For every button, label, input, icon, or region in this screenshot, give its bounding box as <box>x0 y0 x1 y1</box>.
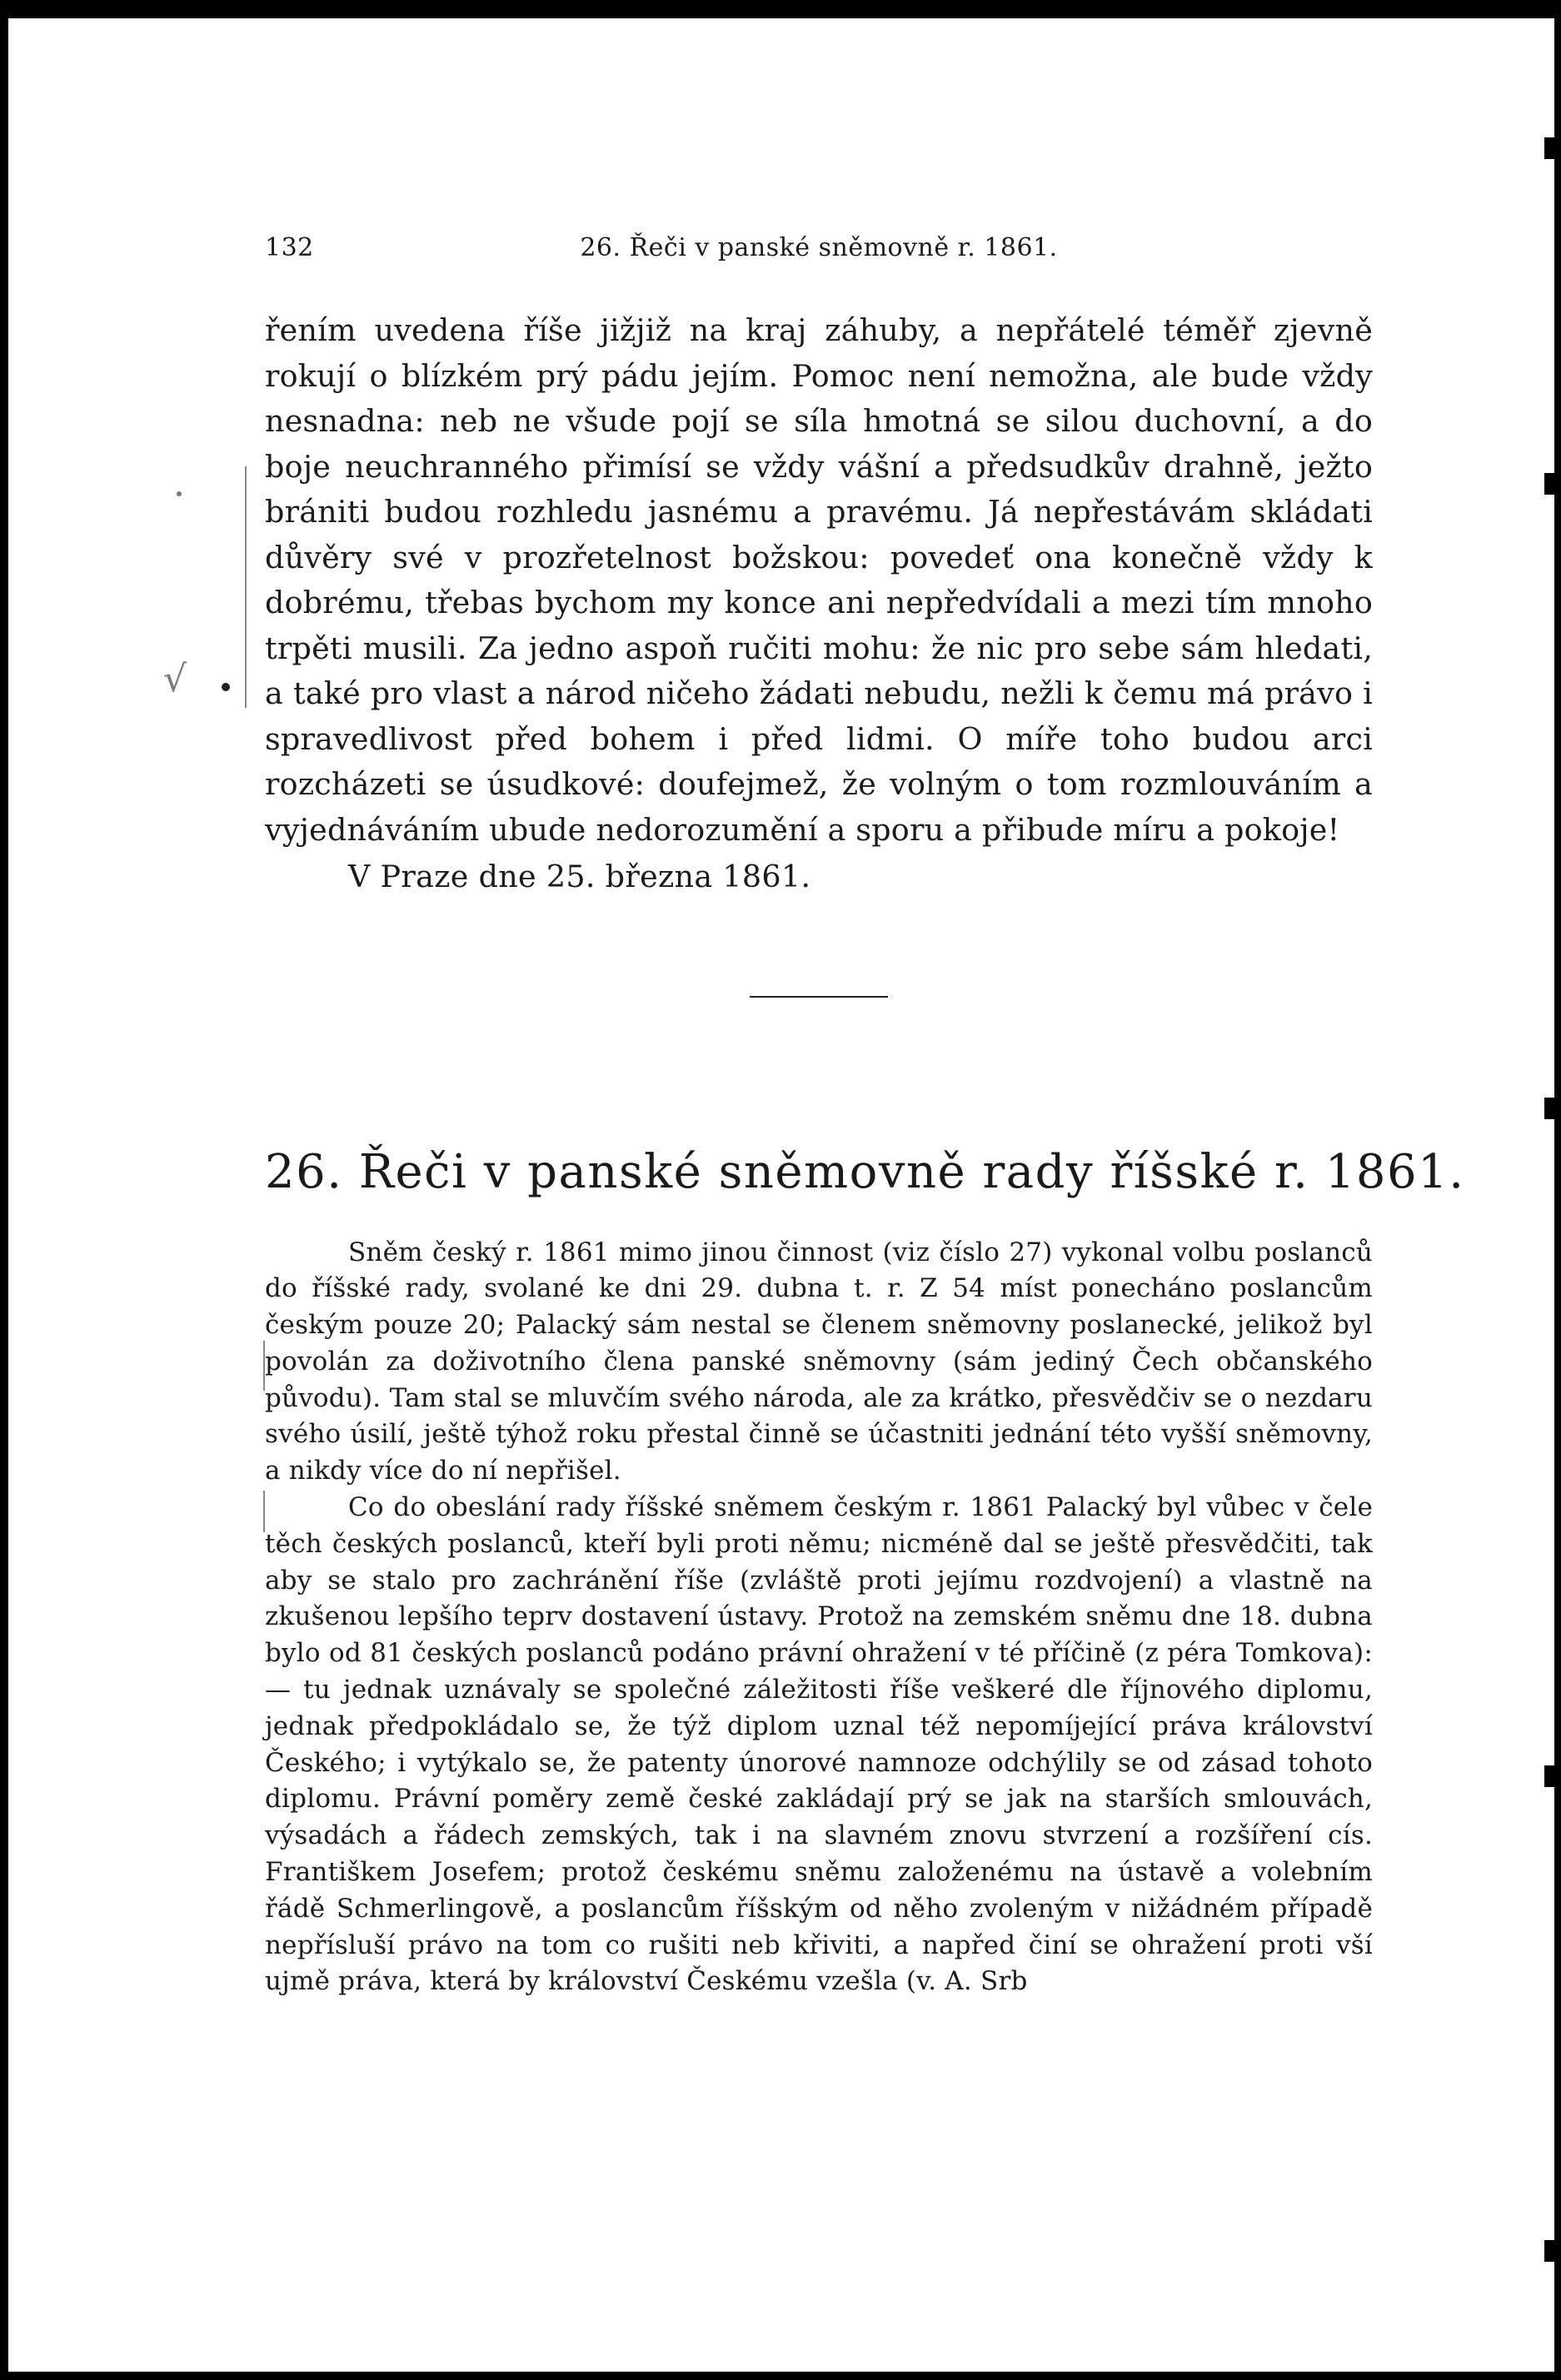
scan-edge-mark <box>1544 2240 1561 2262</box>
scan-edge-mark <box>1544 1098 1561 1119</box>
scan-border-top <box>0 0 1561 18</box>
intro-paragraph: Sněm český r. 1861 mimo jinou činnost (viz číslo 27) vykonal volbu poslanců do říšské rady, svolané ke dni 29. dubna t. r. Z 54 míst ponecháno poslancům českým pouze 20; Palacký sám nestal se členem sněmovny poslanecké, jelikož byl povolán za doživotního člena panské sněmovny (sám jediný Čech občanského původu). Tam stal se mluvčím svého národa, ale za krátko, přesvědčiv se o nezdaru svého úsilí, ještě týhož roku přestal činně se účastniti jednání této vyšší sněmovny, a nikdy více do ní nepřišel. <box>265 1237 1373 1486</box>
running-title: 26. Řeči v panské sněmovně r. 1861. <box>580 233 1058 262</box>
scan-edge-mark <box>1544 473 1561 495</box>
book-page <box>265 233 1465 2000</box>
running-head <box>265 233 1373 275</box>
scan-edge-mark <box>1544 137 1561 159</box>
scan-edge-mark <box>1544 1765 1561 1787</box>
section-title: 26. Řeči v panské sněmovně rady říšské r. 1861. <box>265 1144 1465 1199</box>
body-paragraph: řením uvedena říše jižjiž na kraj záhuby, a nepřátelé téměř zjevně rokují o blízkém prý pádu jejím. Pomoc není nemožna, ale bude vždy nesnadna: neb ne všude pojí se síla hmotná se silou duchovní, a do boje neuchranného přimísí se vždy vášní a předsudkův drahně, ježto brániti budou rozhledu jasnému a pravému. Já nepřestávám skládati důvěry své v prozřetelnost božskou: povedeť ona konečně vždy k dobrému, třebas bychom my konce ani nepředvídali a mezi tím mnoho trpěti musili. Za jedno aspoň ručiti mohu: že nic pro sebe sám hledati, a také pro vlast a národ ničeho žádati nebudu, nežli k čemu má právo i spravedlivost před bohem i před lidmi. O míře toho budou arci rozcházeti se úsudkové: doufejmež, že volným o tom rozmlouváním a vyjednáváním ubude nedorozumění a sporu a přibude míru a pokoje! <box>265 312 1373 848</box>
margin-check-mark: √ <box>163 658 187 700</box>
body-text <box>265 308 1373 853</box>
section-body <box>265 1490 1373 2000</box>
margin-pencil-line <box>245 466 247 708</box>
section-intro <box>265 1235 1373 1491</box>
scan-border-bottom <box>0 2372 1561 2380</box>
body-paragraph-2: Co do obeslání rady říšské sněmem českým r. 1861 Palacký byl vůbec v čele těch českých poslanců, kteří byli proti němu; nicméně dal se ještě přesvědčiti, tak aby se stalo pro zachránění říše (zvláště proti jejímu rozdvojení) a vlastně na zkušenou lepšího teprv dostavení ústavy. Protož na zemském sněmu dne 18. dubna bylo od 81 českých poslanců podáno právní ohražení v té příčině (z péra Tomkova): — tu jednak uznávaly se společné záležitosti říše veškeré dle říjnového diplomu, jednak předpokládalo se, že týž diplom uznal též nepomíjející práva království Českého; i vytýkalo se, že patenty únorové namnoze odchýlily se od zásad tohoto diplomu. Právní poměry země české zakládají prý se jak na starších smlouvách, výsadách a řádech zemských, tak i na slavném znovu stvrzení a rozšíření cís. Františkem Josefem; protož českému sněmu založenému na ústavě a volebním řádě Schmerlingově, a poslancům říšským od něho zvoleným v nižádném případě nepřísluší právo na tom co rušiti neb křiviti, a napřed činí se ohražení proti vší ujmě práva, která by království Českému vzešla (v. A. Srb <box>265 1492 1373 1997</box>
section-rule <box>750 996 888 998</box>
margin-dot <box>177 491 182 496</box>
margin-dot <box>222 683 230 691</box>
scan-border-right <box>1554 0 1561 2380</box>
page-number: 132 <box>265 233 314 262</box>
dateline: V Praze dne 25. března 1861. <box>348 859 811 894</box>
scan-border-left <box>0 0 8 2380</box>
